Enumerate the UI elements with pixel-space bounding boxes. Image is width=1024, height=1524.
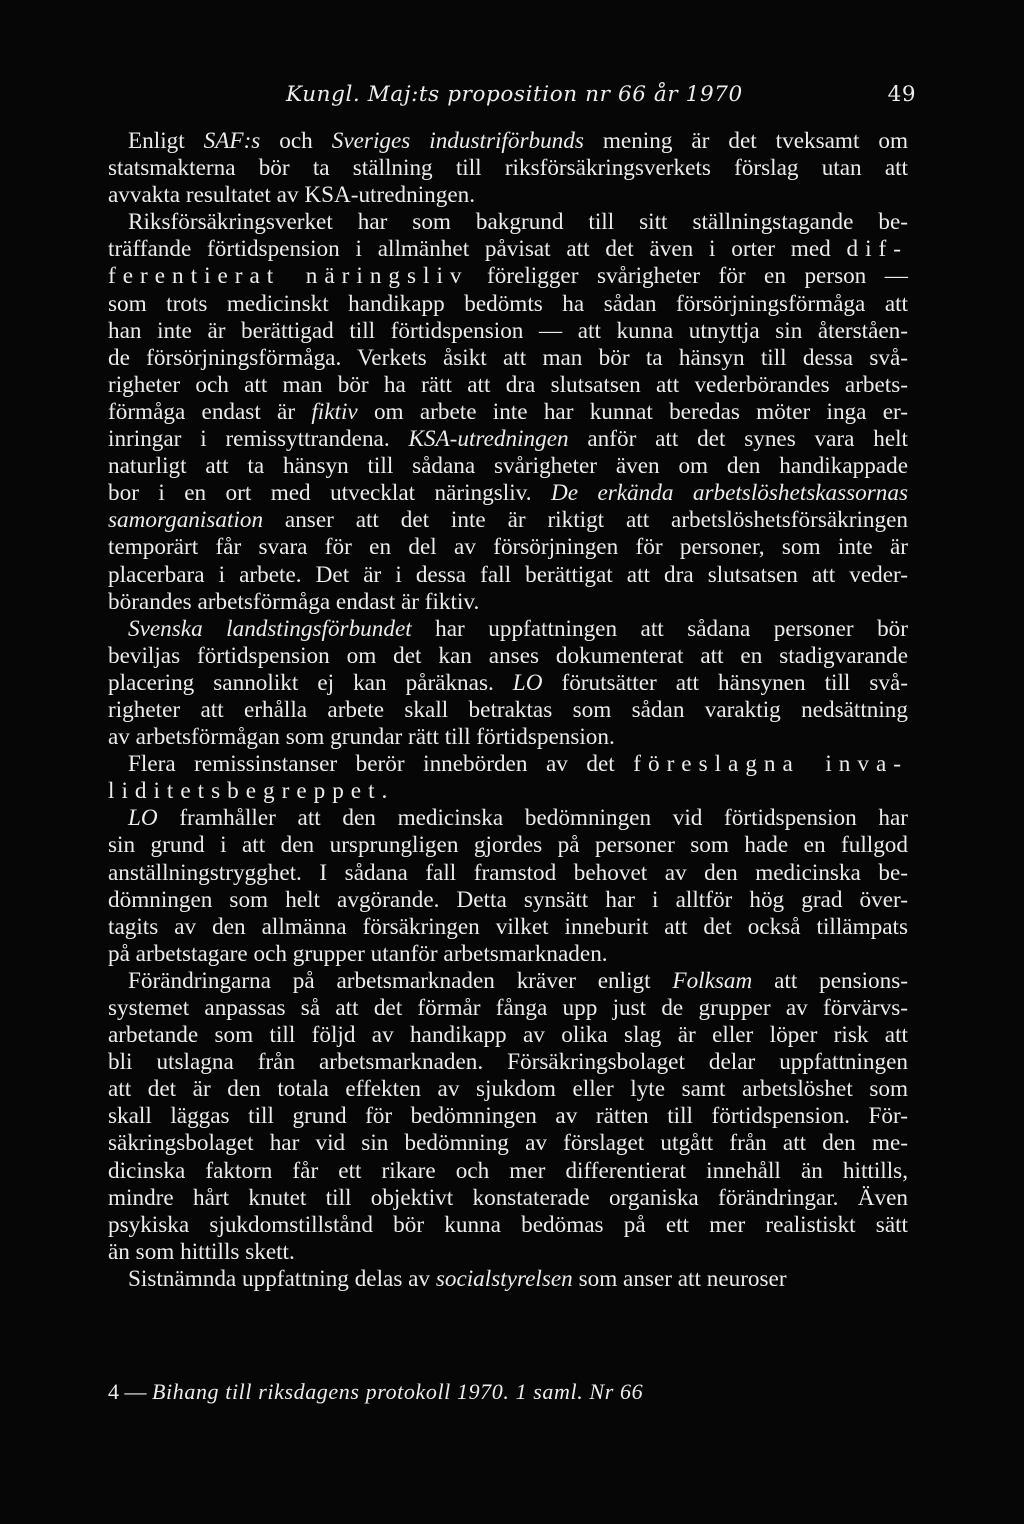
text-run: avvakta resultatet av KSA-utredningen. xyxy=(108,182,476,209)
text-run: bli utslagna från arbetsmarknaden. Försäkringsbolaget delar uppfattningen xyxy=(108,1049,908,1076)
text-line xyxy=(108,643,908,670)
text-line xyxy=(108,1022,908,1049)
text-run: inringar i remissyttrandena. xyxy=(108,426,409,453)
text-run: beviljas förtidspension om det kan anses dokumenterat att en stadigvarande xyxy=(108,642,908,669)
paragraph xyxy=(108,128,908,209)
text-run: Förändringarna på arbetsmarknaden kräver enligt xyxy=(128,967,673,994)
text-run: Flera remissinstanser berör innebörden av det xyxy=(128,751,634,778)
spaced-text: ferentierat näringsliv xyxy=(108,263,469,290)
text-run: om arbete inte har kunnat beredas möter inga er- xyxy=(357,398,908,425)
text-run: som trots medicinskt handikapp bedömts ha sådan försörjningsförmåga att xyxy=(108,290,908,317)
italic-text: SAF:s xyxy=(203,128,261,154)
text-run: träffande förtidspension i allmänhet påvisat att det även i orter med xyxy=(108,236,847,263)
text-run: arbetande som till följd av handikapp av olika slag är eller löper risk att xyxy=(108,1022,908,1049)
text-run: de försörjningsförmåga. Verkets åsikt att man bör ta hänsyn till dessa svå- xyxy=(108,344,908,371)
spaced-text: föreslagna inva- xyxy=(633,751,908,778)
footer-dash: — xyxy=(124,1379,147,1404)
text-run: anför att det synes vara helt xyxy=(568,426,908,453)
text-run: att det är den totala effekten av sjukdom eller lyte samt arbetslöshet som xyxy=(108,1076,908,1103)
paragraph xyxy=(108,616,908,751)
text-run: Enligt xyxy=(128,128,204,154)
page-header xyxy=(108,80,916,110)
text-line xyxy=(108,1158,908,1185)
sheet-number: 4 xyxy=(108,1379,119,1404)
paragraph xyxy=(108,1266,908,1293)
text-run: sin grund i att den ursprungligen gjordes på personer som hade en fullgod xyxy=(108,832,908,859)
text-run: bor i en ort med utvecklat näringsliv. xyxy=(108,480,551,507)
italic-text: fiktiv xyxy=(311,398,358,425)
text-line xyxy=(108,263,908,290)
italic-text: KSA-utredningen xyxy=(408,426,569,453)
paragraph xyxy=(108,751,908,805)
text-run: temporärt får svara för en del av försörjningen för personer, som inte är xyxy=(108,534,908,561)
page-number: 49 xyxy=(887,82,916,107)
italic-text: Folksam xyxy=(672,967,753,994)
paragraph xyxy=(108,805,908,968)
text-line xyxy=(108,507,908,534)
text-line xyxy=(108,155,908,182)
text-line xyxy=(108,426,908,453)
paragraph xyxy=(108,968,908,1266)
text-line xyxy=(108,1049,908,1076)
text-run: förmåga endast är xyxy=(108,398,312,425)
text-line xyxy=(108,291,908,318)
text-line xyxy=(108,805,908,832)
text-line xyxy=(108,1076,908,1103)
text-line xyxy=(108,1266,908,1293)
text-line xyxy=(108,778,908,805)
text-line xyxy=(108,209,908,236)
text-line xyxy=(108,887,908,914)
text-line xyxy=(108,941,908,968)
text-run: förutsätter att hänsynen till svå- xyxy=(542,669,908,696)
text-line xyxy=(108,318,908,345)
text-run: anställningstrygghet. I sådana fall framstod behovet av den medicinska be- xyxy=(108,859,908,886)
text-run: mening är det tveksamt om xyxy=(583,128,908,154)
text-run: säkringsbolaget har vid sin bedömning av förslaget utgått från att den me- xyxy=(108,1130,908,1157)
text-line xyxy=(108,372,908,399)
text-line xyxy=(108,453,908,480)
text-run: än som hittills skett. xyxy=(108,1238,295,1265)
text-line xyxy=(108,832,908,859)
text-run: framhåller att den medicinska bedömningen vid förtidspension har xyxy=(157,805,908,832)
text-line xyxy=(108,589,908,616)
text-line xyxy=(108,480,908,507)
text-line xyxy=(108,182,908,209)
text-line xyxy=(108,399,908,426)
text-line xyxy=(108,995,908,1022)
spaced-text: liditetsbegreppet. xyxy=(108,778,395,805)
text-line xyxy=(108,968,908,995)
text-run: dömningen som helt avgörande. Detta synsätt har i alltför hög grad över- xyxy=(108,886,908,913)
italic-text: LO xyxy=(128,805,158,832)
body-text xyxy=(108,128,908,1293)
text-line xyxy=(108,236,908,263)
text-run: och xyxy=(260,128,332,154)
text-line xyxy=(108,616,908,643)
text-line xyxy=(108,562,908,589)
text-run: statsmakterna bör ta ställning till riksförsäkringsverkets förslag utan att xyxy=(108,155,908,182)
text-run: systemet anpassas så att det förmår fånga upp just de grupper av förvärvs- xyxy=(108,995,908,1021)
paragraph xyxy=(108,209,908,615)
text-line xyxy=(108,860,908,887)
text-run: skall läggas till grund för bedömningen av rätten till förtidspension. För- xyxy=(108,1103,908,1130)
text-run: naturligt att ta hänsyn till sådana svårigheter även om den handikappade xyxy=(108,453,908,480)
text-run: righeter och att man bör ha rätt att dra slutsatsen att vederbörandes arbets- xyxy=(108,371,908,398)
text-run: dicinska faktorn får ett rikare och mer differentierat innehåll än hittills, xyxy=(108,1157,908,1184)
text-run: anser att det inte är riktigt att arbetslöshetsförsäkringen xyxy=(263,507,908,534)
italic-text: socialstyrelsen xyxy=(435,1265,573,1292)
text-line xyxy=(108,1130,908,1157)
text-line xyxy=(108,751,908,778)
italic-text: De erkända arbetslöshetskassornas xyxy=(550,480,908,507)
text-run: börandes arbetsförmåga endast är fiktiv. xyxy=(108,588,480,615)
text-line xyxy=(108,1103,908,1130)
italic-text: LO xyxy=(512,669,543,696)
text-run: psykiska sjukdomstillstånd bör kunna bedömas på ett mer realistiskt sätt xyxy=(108,1211,908,1238)
text-line xyxy=(108,128,908,155)
text-line xyxy=(108,670,908,697)
text-run: han inte är berättigad till förtidspension — att kunna utnyttja sin återståen- xyxy=(108,317,908,344)
text-run: Sistnämnda uppfattning delas av xyxy=(128,1265,436,1292)
text-line xyxy=(108,914,908,941)
italic-text: samorganisation xyxy=(108,507,264,534)
italic-text: Sveriges industriförbunds xyxy=(331,128,584,154)
text-run: på arbetstagare och grupper utanför arbetsmarknaden. xyxy=(108,940,608,967)
page-footer xyxy=(108,1378,908,1405)
text-line xyxy=(108,1239,908,1266)
footer-reference: Bihang till riksdagens protokoll 1970. 1 saml. Nr 66 xyxy=(152,1379,644,1404)
text-run: som anser att neuroser xyxy=(572,1265,787,1292)
text-line xyxy=(108,1185,908,1212)
spaced-text: dif- xyxy=(846,236,908,263)
text-run: placerbara i arbete. Det är i dessa fall berättigat att dra slutsatsen att veder- xyxy=(108,561,908,588)
text-run: placering sannolikt ej kan påräknas. xyxy=(108,669,513,696)
text-run: föreligger svårigheter för en person — xyxy=(468,263,908,290)
text-run: har uppfattningen att sådana personer bör xyxy=(411,615,908,642)
running-title: Kungl. Maj:ts proposition nr 66 år 1970 xyxy=(286,82,743,107)
text-run: att pensions- xyxy=(752,967,908,994)
text-line xyxy=(108,534,908,561)
italic-text: Svenska landstingsförbundet xyxy=(128,615,412,642)
text-run: Riksförsäkringsverket har som bakgrund till sitt ställningstagande be- xyxy=(128,209,908,236)
text-line xyxy=(108,724,908,751)
text-run: av arbetsförmågan som grundar rätt till förtidspension. xyxy=(108,724,615,751)
text-run: tagits av den allmänna försäkringen vilket inneburit att det också tillämpats xyxy=(108,913,908,940)
text-line xyxy=(108,697,908,724)
text-run: righeter att erhålla arbete skall betraktas som sådan varaktig nedsättning xyxy=(108,696,908,723)
text-run: mindre hårt knutet till objektivt konstaterade organiska förändringar. Även xyxy=(108,1184,908,1211)
text-line xyxy=(108,345,908,372)
text-line xyxy=(108,1212,908,1239)
